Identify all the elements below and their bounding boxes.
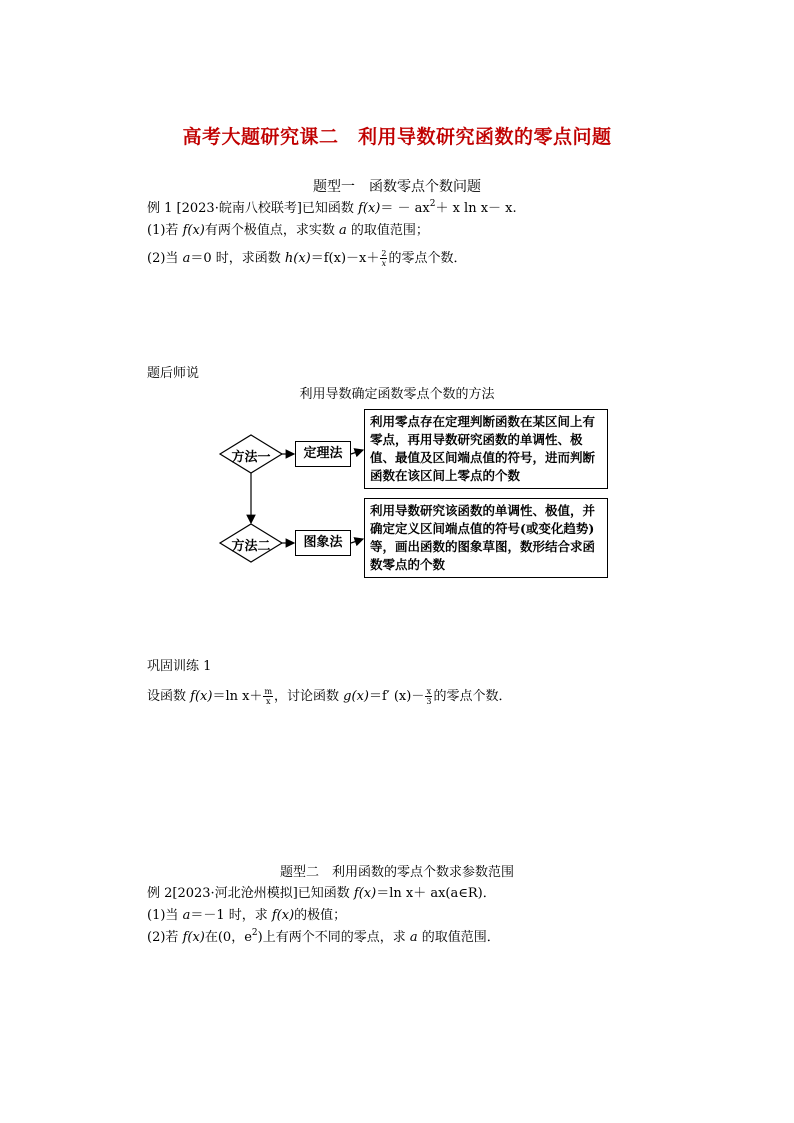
method2-description: 利用导数研究该函数的单调性、极值，并确定定义区间端点值的符号(或变化趋势)等，画出函数的图象草图，数形结合求函数零点的个数 bbox=[364, 498, 608, 578]
diagram-title: 利用导数确定函数零点个数的方法 bbox=[299, 387, 495, 402]
example-source: [2023·皖南八校联考] bbox=[176, 201, 302, 216]
q-text: 有两个极值点，求实数 bbox=[204, 223, 339, 238]
function-fx: f(x) bbox=[190, 689, 213, 704]
fraction bbox=[425, 687, 432, 706]
equation-rest: ＋ x ln x－ x. bbox=[435, 201, 517, 216]
fraction-denominator: x bbox=[265, 697, 271, 706]
q-text-end: 的零点个数． bbox=[433, 689, 512, 704]
q-text: 在(0，e bbox=[204, 930, 252, 945]
section-heading-type1: 题型一 函数零点个数问题 bbox=[313, 179, 481, 195]
practice-statement bbox=[147, 685, 511, 706]
fraction-denominator: 3 bbox=[426, 697, 432, 706]
section-heading-type2: 题型二 利用函数的零点个数求参数范围 bbox=[279, 865, 514, 880]
function-fx: f(x) bbox=[358, 201, 381, 216]
q-text: )上有两个不同的零点，求 bbox=[257, 930, 410, 945]
function-fx: f(x) bbox=[182, 223, 205, 238]
q-text: 设函数 bbox=[147, 689, 191, 704]
variable-a: a bbox=[182, 908, 191, 923]
fraction-numerator: x bbox=[426, 687, 432, 696]
q-text-end: 的取值范围； bbox=[346, 223, 429, 238]
function-gx: g(x) bbox=[343, 689, 369, 704]
variable-a: a bbox=[339, 223, 347, 238]
example-lead: 已知函数 bbox=[297, 886, 354, 901]
fraction bbox=[263, 687, 273, 706]
variable-a: a bbox=[182, 251, 191, 266]
q-text-end: 的取值范围． bbox=[417, 930, 500, 945]
fraction-denominator: x bbox=[381, 259, 387, 268]
q-prefix: (1)当 bbox=[147, 908, 183, 923]
example-label: 例 2 bbox=[147, 886, 173, 901]
q-prefix: (2)当 bbox=[147, 251, 183, 266]
variable-a: a bbox=[409, 930, 418, 945]
graph-method-box: 图象法 bbox=[295, 530, 351, 556]
theorem-method-box: 定理法 bbox=[295, 441, 351, 467]
equation: ＝f′ (x)－ bbox=[368, 689, 425, 704]
example2-question1 bbox=[147, 904, 346, 923]
example-label: 例 1 bbox=[147, 201, 173, 216]
q-text-end: 的极值； bbox=[294, 908, 347, 923]
exponent: 2 bbox=[429, 199, 436, 209]
method2-label: 方法二 bbox=[231, 539, 271, 554]
q-text: ＝0 时，求函数 bbox=[190, 251, 285, 266]
q-prefix: (2)若 bbox=[147, 930, 183, 945]
fraction-numerator: 2 bbox=[381, 249, 387, 258]
function-fx: f(x) bbox=[271, 908, 295, 923]
q-prefix: (1)若 bbox=[147, 223, 183, 238]
function-fx: f(x) bbox=[353, 886, 377, 901]
method1-label: 方法一 bbox=[231, 450, 271, 465]
page-title: 高考大题研究课二 利用导数研究函数的零点问题 bbox=[182, 126, 612, 148]
exponent: 2 bbox=[251, 928, 258, 938]
q-text: ＝－1 时，求 bbox=[190, 908, 272, 923]
q-text-end: 的零点个数． bbox=[388, 251, 467, 266]
arrow-box1-to-desc1 bbox=[351, 450, 363, 454]
equation: ＝ln x＋ bbox=[212, 689, 263, 704]
function-fx: f(x) bbox=[182, 930, 205, 945]
example2-question2 bbox=[147, 926, 500, 945]
fraction-numerator: m bbox=[264, 687, 273, 696]
function-hx: h(x) bbox=[284, 251, 311, 266]
equation: ＝ － ax bbox=[380, 201, 430, 216]
example-lead: 已知函数 bbox=[301, 201, 359, 216]
example-source: [2023·河北沧州模拟] bbox=[172, 886, 298, 901]
notes-label: 题后师说 bbox=[147, 366, 200, 381]
method1-description: 利用零点存在定理判断函数在某区间上有零点，再用导数研究函数的单调性、极值、最值及区间端点值的符号，进而判断函数在该区间上零点的个数 bbox=[364, 409, 608, 489]
q-text: ，讨论函数 bbox=[274, 689, 344, 704]
equation: ＝f(x)－x＋ bbox=[310, 251, 380, 266]
example2-statement bbox=[147, 882, 496, 901]
equation: ＝ln x＋ ax(a∈R)． bbox=[376, 886, 496, 901]
arrow-box2-to-desc2 bbox=[351, 539, 363, 543]
practice-label: 巩固训练 1 bbox=[147, 659, 212, 674]
